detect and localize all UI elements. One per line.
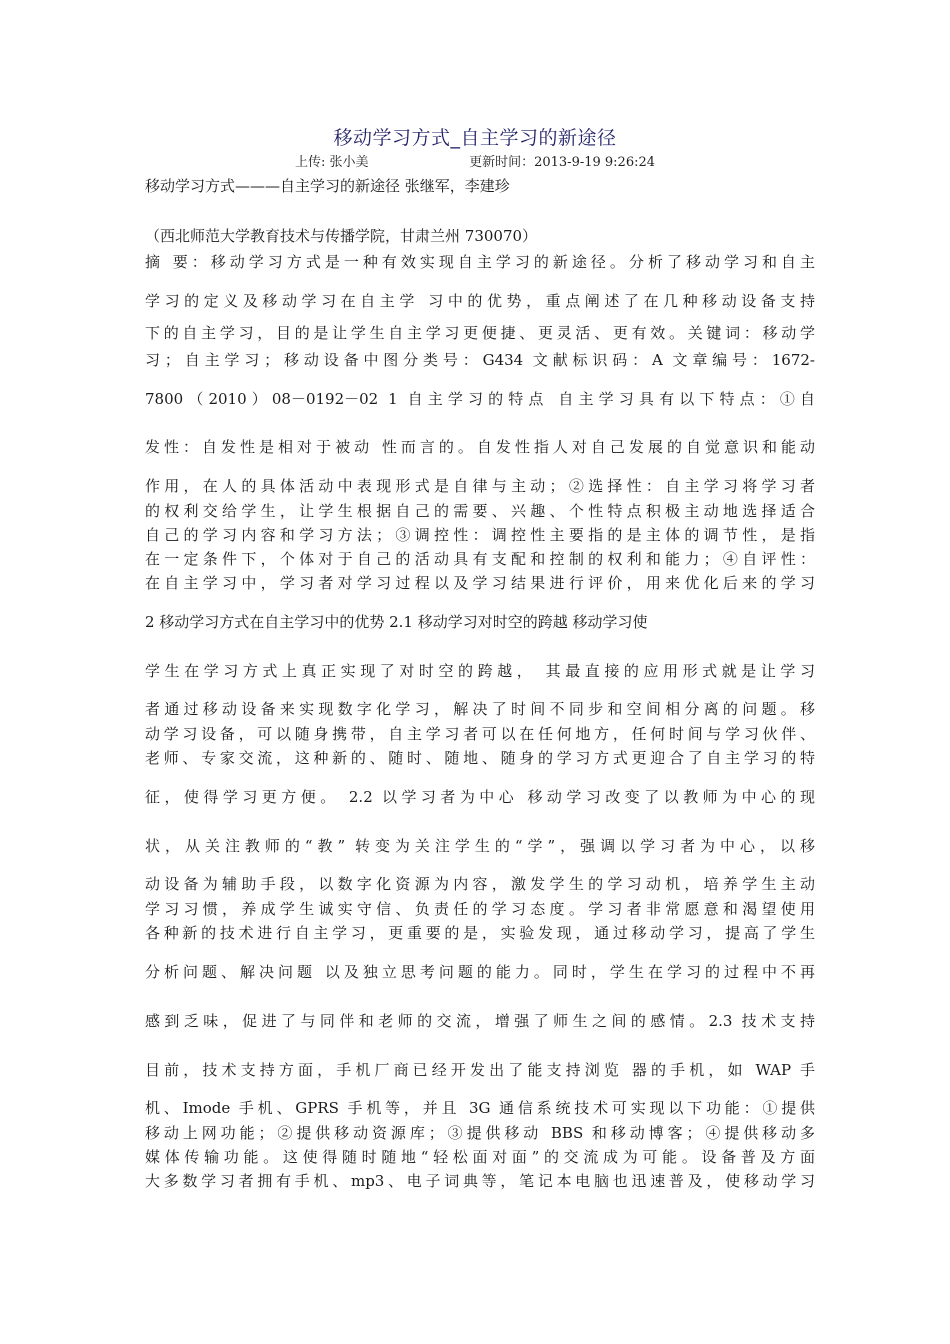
- text-line: 者通过移动设备来实现数字化学习，解决了时间不同步和空间相分离的问题。移: [145, 700, 815, 718]
- text-line: 作用，在人的具体活动中表现形式是自律与主动；②选择性：自主学习将学习者: [145, 477, 815, 495]
- text-line: 摘 要：移动学习方式是一种有效实现自主学习的新途径。分析了移动学习和自主: [145, 253, 815, 271]
- uploader-label: 上传: 张小美: [294, 155, 369, 170]
- text-line: 动学习设备，可以随身携带，自主学习者可以在任何地方，任何时间与学习伙伴、: [145, 725, 815, 743]
- text-line: 感到乏味，促进了与同伴和老师的交流，增强了师生之间的感情。2.3 技术支持: [145, 1012, 815, 1030]
- text-line: 各种新的技术进行自主学习，更重要的是，实验发现，通过移动学习，提高了学生: [145, 924, 815, 942]
- text-line: 媒体传输功能。这使得随时随地“轻松面对面”的交流成为可能。设备普及方面: [145, 1148, 815, 1166]
- text-line: 习；自主学习；移动设备中图分类号：G434 文献标识码：A 文章编号：1672-: [145, 351, 815, 369]
- updated-time: 更新时间：2013-9-19 9:26:24: [469, 155, 656, 170]
- text-line: 目前，技术支持方面，手机厂商已经开发出了能支持浏览 器的手机，如 WAP 手: [145, 1061, 815, 1079]
- text-line: 7800（2010）08－0192－02 1 自主学习的特点 自主学习具有以下特点：①自: [145, 390, 815, 408]
- text-line: 机、Imode 手机、GPRS 手机等，并且 3G 通信系统技术可实现以下功能：①提供: [145, 1099, 815, 1117]
- text-line: 学生在学习方式上真正实现了对时空的跨越， 其最直接的应用形式就是让学习: [145, 662, 815, 680]
- text-line: 学习的定义及移动学习在自主学 习中的优势，重点阐述了在几种移动设备支持: [145, 292, 815, 310]
- text-line: 发性：自发性是相对于被动 性而言的。自发性指人对自己发展的自觉意识和能动: [145, 438, 815, 456]
- text-line: 分析问题、解决问题 以及独立思考问题的能力。同时，学生在学习的过程中不再: [145, 963, 815, 981]
- text-line: 征，使得学习更方便。 2.2 以学习者为中心 移动学习改变了以教师为中心的现: [145, 788, 815, 806]
- text-line: 的权利交给学生，让学生根据自己的需要、兴趣、个性特点积极主动地选择适合: [145, 502, 815, 520]
- document-title: 移动学习方式_自主学习的新途径: [333, 127, 617, 149]
- text-line: 在一定条件下，个体对于自己的活动具有支配和控制的权利和能力；④自评性：: [145, 550, 815, 568]
- text-line: 大多数学习者拥有手机、mp3、电子词典等，笔记本电脑也迅速普及，使移动学习: [145, 1172, 815, 1190]
- text-line: 下的自主学习，目的是让学生自主学习更便捷、更灵活、更有效。关键词：移动学: [145, 324, 815, 342]
- text-line: 2 移动学习方式在自主学习中的优势 2.1 移动学习对时空的跨越 移动学习使: [145, 613, 648, 631]
- text-line: 自己的学习内容和学习方法；③调控性：调控性主要指的是主体的调节性，是指: [145, 526, 815, 544]
- text-line: 在自主学习中，学习者对学习过程以及学习结果进行评价，用来优化后来的学习: [145, 574, 815, 592]
- text-line: 移动学习方式———自主学习的新途径 张继军，李建珍: [145, 177, 510, 195]
- text-line: 移动上网功能；②提供移动资源库；③提供移动 BBS 和移动博客；④提供移动多: [145, 1124, 815, 1142]
- text-line: （西北师范大学教育技术与传播学院，甘肃兰州 730070）: [145, 227, 538, 245]
- text-line: 状，从关注教师的“教” 转变为关注学生的“学”，强调以学习者为中心，以移: [145, 837, 815, 855]
- text-line: 老师、专家交流，这种新的、随时、随地、随身的学习方式更迎合了自主学习的特: [145, 749, 815, 767]
- text-line: 学习习惯，养成学生诚实守信、负责任的学习态度。学习者非常愿意和渴望使用: [145, 900, 815, 918]
- document-meta: [0, 151, 950, 170]
- text-line: 动设备为辅助手段，以数字化资源为内容，激发学生的学习动机，培养学生主动: [145, 875, 815, 893]
